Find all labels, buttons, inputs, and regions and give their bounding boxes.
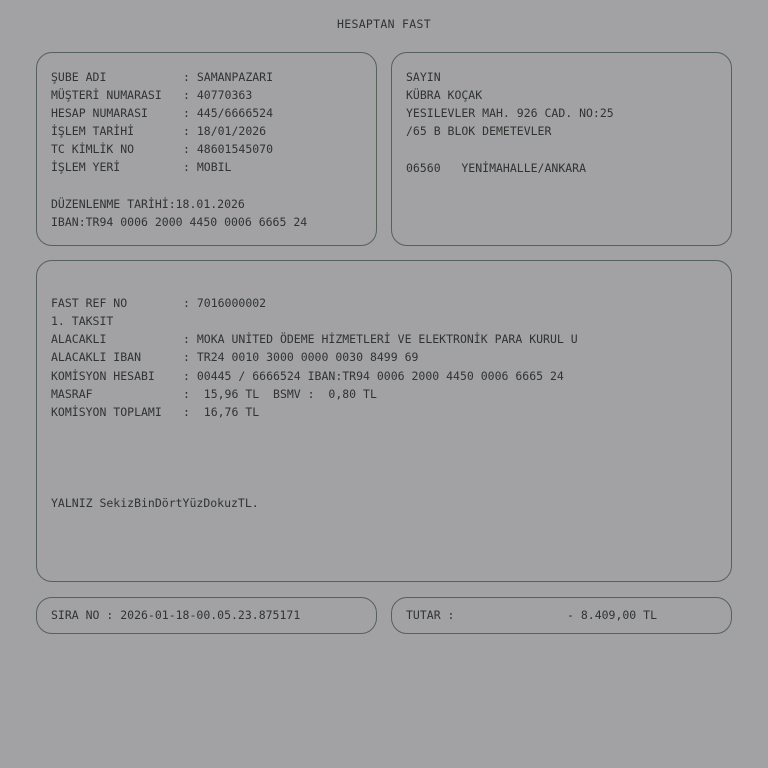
installment: 1. TAKSIT xyxy=(51,314,114,328)
account-number-row: HESAP NUMARASI : 445/6666524 xyxy=(51,106,274,120)
postal-city: 06560 YENİMAHALLE/ANKARA xyxy=(406,161,587,175)
transaction-date-row: İŞLEM TARİHİ : 18/01/2026 xyxy=(51,124,267,138)
customer-number-row: MÜŞTERİ NUMARASI : 40770363 xyxy=(51,88,253,102)
transfer-details-box xyxy=(36,260,732,582)
address-line-2: /65 B BLOK DEMETEVLER xyxy=(406,124,552,138)
recipient-name: KÜBRA KOÇAK xyxy=(406,88,483,102)
branch-name-row: ŞUBE ADI : SAMANPAZARI xyxy=(51,70,274,84)
total-label: TUTAR : xyxy=(406,608,455,622)
fast-ref-row: FAST REF NO : 7016000002 xyxy=(51,296,267,310)
total-amount-box xyxy=(391,597,732,634)
creditor-row: ALACAKLI : MOKA UNİTED ÖDEME HİZMETLERİ VE ELEKTRONİK PARA KURUL U xyxy=(51,332,578,346)
address-box xyxy=(391,52,732,246)
transaction-place-row: İŞLEM YERİ : MOBIL xyxy=(51,160,232,174)
sequence-number: SIRA NO : 2026-01-18-00.05.23.875171 xyxy=(51,608,301,622)
account-info-box xyxy=(36,52,377,246)
issue-date: DÜZENLENME TARİHİ:18.01.2026 xyxy=(51,197,245,211)
fee-row: MASRAF : 15,96 TL BSMV : 0,80 TL xyxy=(51,387,377,401)
commission-account-row: KOMİSYON HESABI : 00445 / 6666524 IBAN:TR94 0006 2000 4450 0006 6665 24 xyxy=(51,369,564,383)
commission-total-row: KOMİSYON TOPLAMI : 16,76 TL xyxy=(51,405,260,419)
document-title: HESAPTAN FAST xyxy=(337,17,431,31)
account-iban: IBAN:TR94 0006 2000 4450 0006 6665 24 xyxy=(51,215,308,229)
address-line-1: YESILEVLER MAH. 926 CAD. NO:25 xyxy=(406,106,614,120)
salutation: SAYIN xyxy=(406,70,441,84)
amount-in-words: YALNIZ SekizBinDörtYüzDokuzTL. xyxy=(51,496,259,510)
total-amount: - 8.409,00 TL xyxy=(567,608,658,622)
national-id-row: TC KİMLİK NO : 48601545070 xyxy=(51,142,274,156)
sequence-number-box xyxy=(36,597,377,634)
creditor-iban-row: ALACAKLI IBAN : TR24 0010 3000 0000 0030 8499 69 xyxy=(51,350,419,364)
